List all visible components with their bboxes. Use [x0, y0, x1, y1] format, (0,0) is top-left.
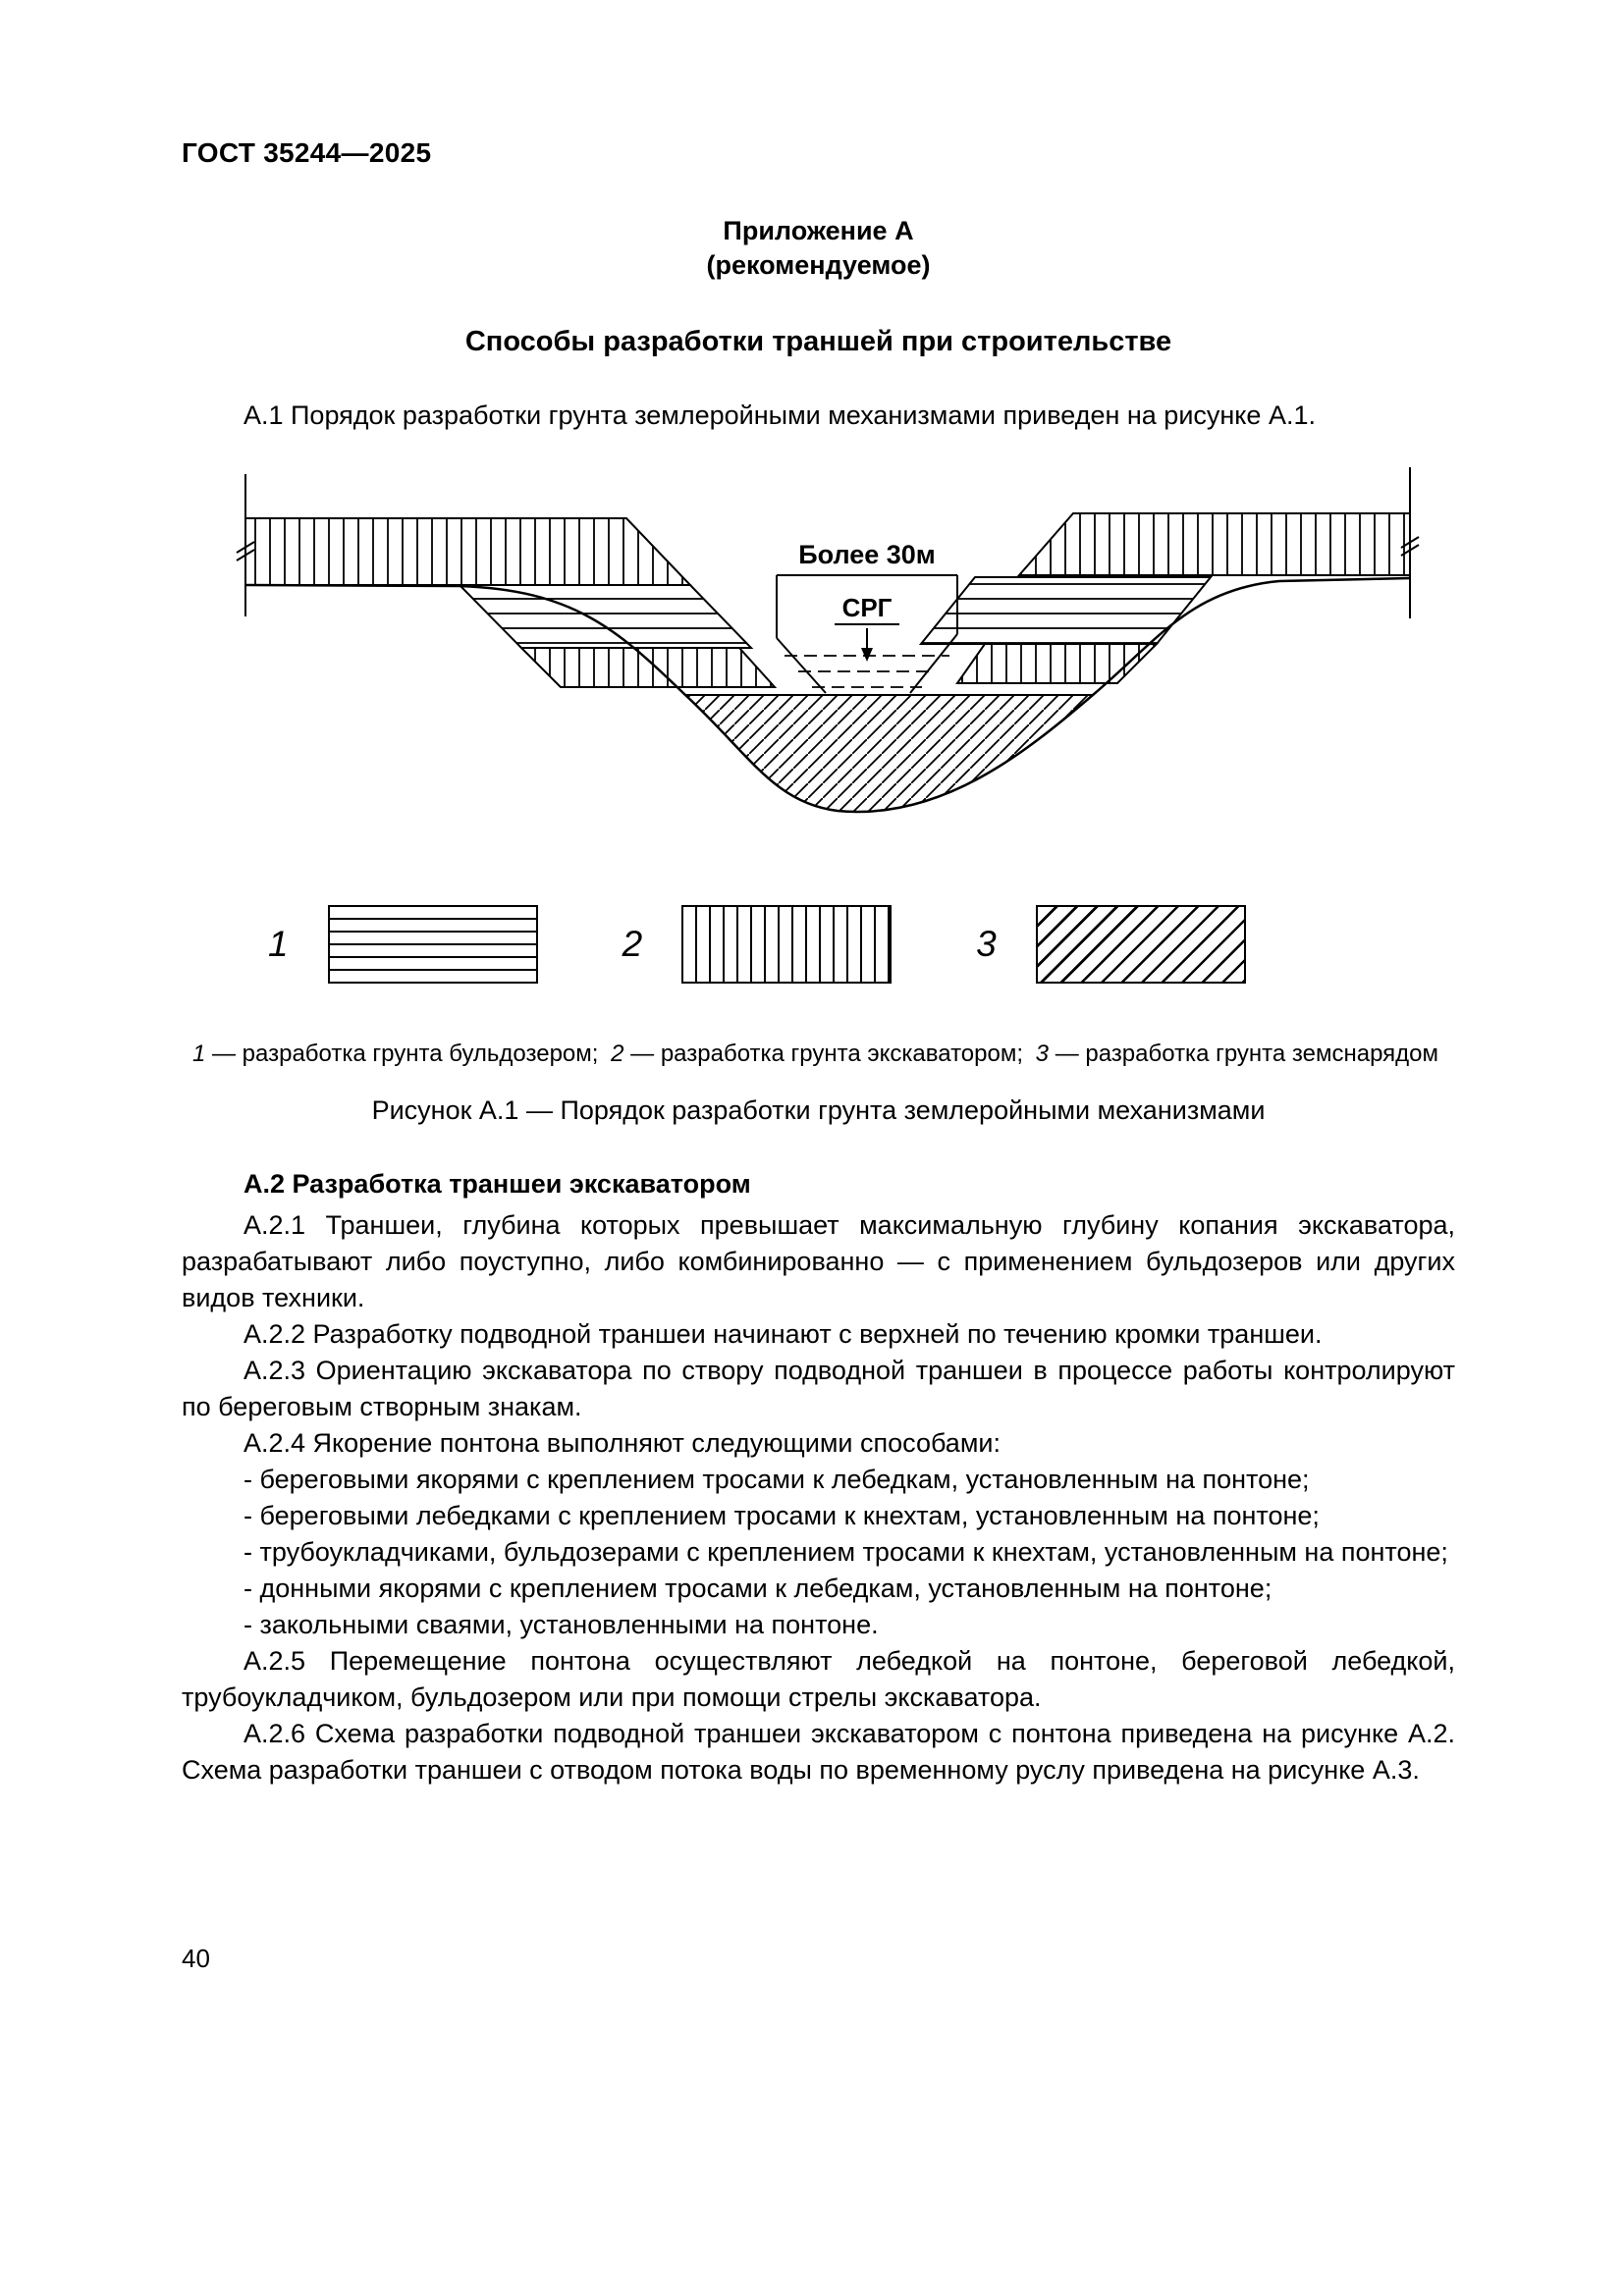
paragraph-a2-5: А.2.5 Перемещение понтона осуществляют лебедкой на понтоне, береговой лебедкой, трубоукладчиком, бульдозером или при помощи стрелы экскаватора.: [182, 1646, 1455, 1712]
legend-swatch-excavator: [681, 905, 892, 984]
legend-item-excavator: [623, 905, 893, 984]
legend-swatch-dredger: [1036, 905, 1246, 984]
legend-caption-text-2: — разработка грунта экскаватором;: [630, 1041, 1023, 1067]
trench-cross-section-diagram: [189, 459, 1436, 852]
legend-number-3: 3: [976, 924, 997, 964]
legend-caption-item-3: [1036, 1041, 1438, 1067]
legend-number-1: 1: [268, 924, 289, 964]
appendix-title: Способы разработки траншей при строительстве: [464, 326, 1172, 357]
legend-caption-item-1: [192, 1041, 598, 1067]
appendix-kind: (рекомендуемое): [706, 250, 931, 280]
list-item-anchoring-3: - трубоукладчиками, бульдозерами с креплением тросами к кнехтам, установленным на понтоне;: [244, 1537, 1448, 1567]
legend-caption-num-1: 1: [191, 1041, 206, 1067]
list-item-anchoring-5: - закольными сваями, установленными на понтоне.: [244, 1610, 879, 1639]
trench-slope-left: [777, 638, 826, 693]
list-item-anchoring-4: - донными якорями с креплением тросами к лебедкам, установленным на понтоне;: [244, 1574, 1272, 1603]
zone-bulldozer-right: [921, 577, 1211, 644]
dimension-label: Более 30м: [798, 540, 936, 569]
document-header: ГОСТ 35244—2025: [182, 137, 432, 168]
paragraph-a2-6: А.2.6 Схема разработки подводной траншеи экскаватором с понтона приведена на рисунке А.2. Схема разработки траншеи с отводом потока воды по временному руслу приведена на рисунке А.3.: [182, 1719, 1455, 1785]
zone-excavator-left-lower: [521, 648, 775, 687]
zone-excavator-right-top: [1019, 513, 1410, 575]
list-item-anchoring-1: - береговыми якорями с креплением тросами к лебедкам, установленным на понтоне;: [244, 1465, 1310, 1494]
zone-bulldozer-left: [460, 585, 751, 648]
paragraph-a2-1: А.2.1 Траншеи, глубина которых превышает максимальную глубину копания экскаватора, разрабатывают либо поуступно, либо комбинированно — с применением бульдозеров или других видов техники.: [182, 1210, 1455, 1312]
paragraph-a2-2: А.2.2 Разработку подводной траншеи начинают с верхней по течению кромки траншеи.: [244, 1319, 1323, 1349]
figure-legend: [268, 905, 1455, 984]
legend-caption-item-2: [611, 1041, 1023, 1067]
legend-caption-text-1: — разработка грунта бульдозером;: [212, 1041, 599, 1067]
legend-caption-num-3: 3: [1035, 1041, 1050, 1067]
list-item-anchoring-2: - береговыми лебедками с креплением тросами к кнехтам, установленным на понтоне;: [244, 1501, 1320, 1530]
figure-caption: Рисунок А.1 — Порядок разработки грунта землеройными механизмами: [371, 1095, 1266, 1125]
paragraph-a2-4: А.2.4 Якорение понтона выполняют следующими способами:: [244, 1428, 1001, 1458]
legend-caption-text-3: — разработка грунта земснарядом: [1055, 1041, 1439, 1067]
appendix-label: Приложение А: [723, 216, 914, 245]
section-a2-heading: А.2 Разработка траншеи экскаватором: [244, 1169, 751, 1199]
zone-dredger-center: [685, 695, 1093, 812]
figure-a1: [182, 459, 1455, 1126]
water-level-arrow-head: [861, 648, 873, 662]
page-number: 40: [182, 1944, 210, 1973]
paragraph-a2-3: А.2.3 Ориентацию экскаватора по створу подводной траншеи в процессе работы контролируют по береговым створным знакам.: [182, 1356, 1455, 1421]
legend-item-bulldozer: [268, 905, 538, 984]
water-level-label: СРГ: [841, 593, 893, 622]
paragraph-a1-intro: А.1 Порядок разработки грунта землеройными механизмами приведен на рисунке А.1.: [244, 400, 1316, 430]
legend-swatch-bulldozer: [328, 905, 538, 984]
legend-item-dredger: [976, 905, 1246, 984]
figure-legend-caption: [182, 1041, 1455, 1068]
legend-caption-num-2: 2: [611, 1041, 624, 1067]
zone-excavator-left-top: [245, 518, 690, 585]
legend-number-2: 2: [622, 924, 643, 964]
